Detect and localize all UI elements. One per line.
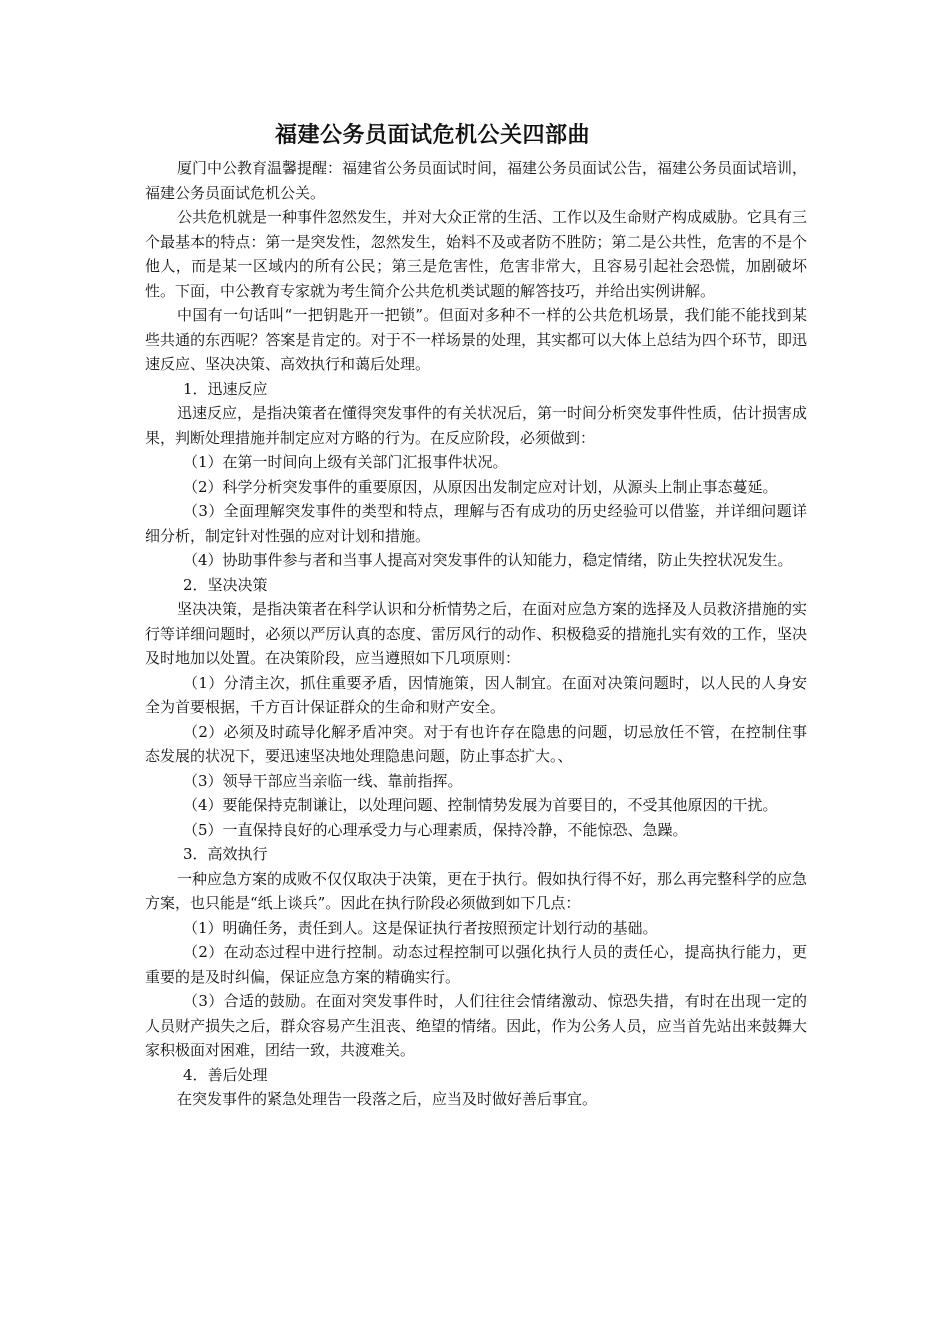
list-item: （3）全面理解突发事件的类型和特点，理解与否有成功的历史经验可以借鉴，并详细问题详细分析，制定针对性强的应对计划和措施。 — [145, 502, 807, 545]
paragraph: 公共危机就是一种事件忽然发生，并对大众正常的生活、工作以及生命财产构成威胁。它具有三个最基本的特点：第一是突发性，忽然发生，始料不及或者防不胜防；第二是公共性，危害的不是个他人，而是某一区域内的所有公民；第三是危害性，危害非常大，且容易引起社会恐慌，加剧破坏性。下面，中公教育专家就为考生简介公共危机类试题的解答技巧，并给出实例讲解。 — [145, 208, 808, 300]
list-item: （3）合适的鼓励。在面对突发事件时，人们往往会情绪激动、惊恐失措，有时在出现一定的人员财产损失之后，群众容易产生沮丧、绝望的情绪。因此，作为公务人员，应当首先站出来鼓舞大家积极面对困难，团结一致，共渡难关。 — [145, 992, 807, 1059]
list-item: （2）科学分析突发事件的重要原因，从原因出发制定应对计划，从源头上制止事态蔓延。 — [183, 477, 778, 496]
paragraph: 在突发事件的紧急处理告一段落之后，应当及时做好善后事宜。 — [177, 1090, 598, 1108]
section-heading: 2．坚决决策 — [183, 575, 268, 594]
list-item: （2）必须及时疏导化解矛盾冲突。对于有也许存在隐患的问题，切忌放任不管，在控制住事态发展的状况下，要迅速坚决地处理隐患问题，防止事态扩大。、 — [145, 722, 807, 765]
list-item: （5）一直保持良好的心理承受力与心理素质，保持冷静，不能惊恐、急躁。 — [183, 820, 688, 839]
list-item: （1）明确任务，责任到人。这是保证执行者按照预定计划行动的基础。 — [183, 918, 658, 937]
list-item: （1）在第一时间向上级有关部门汇报事件状况。 — [183, 453, 508, 471]
list-item: （4）要能保持克制谦让，以处理问题、控制情势发展为首要目的，不受其他原因的干扰。 — [183, 796, 778, 814]
list-item: （4）协助事件参与者和当事人提高对突发事件的认知能力，稳定情绪，防止失控状况发生。 — [183, 551, 793, 569]
section-heading: 3．高效执行 — [183, 845, 268, 863]
section-heading: 1．迅速反应 — [183, 379, 268, 398]
list-item: （1）分清主次，抓住重要矛盾，因情施策，因人制宜。在面对决策问题时，以人民的人身安全为首要根据，千方百计保证群众的生命和财产安全。 — [145, 673, 807, 716]
paragraph: 一种应急方案的成败不仅仅取决于决策，更在于执行。假如执行得不好，那么再完整科学的应急方案，也只能是“纸上谈兵”。因此在执行阶段必须做到如下几点： — [145, 869, 808, 912]
paragraph: 中国有一句话叫“一把钥匙开一把锁”。但面对多种不一样的公共危机场景，我们能不能找到某些共通的东西呢？答案是肯定的。对于不一样场景的处理，其实都可以大体上总结为四个环节，即迅速反应、坚决决策、高效执行和蔼后处理。 — [145, 306, 807, 373]
paragraph: 迅速反应，是指决策者在懂得突发事件的有关状况后，第一时间分析突发事件性质，估计损害成果，判断处理措施并制定应对方略的行为。在反应阶段，必须做到： — [145, 404, 808, 447]
list-item: （2）在动态过程中进行控制。动态过程控制可以强化执行人员的责任心，提高执行能力，更重要的是及时纠偏，保证应急方案的精确实行。 — [145, 943, 807, 986]
document-page — [145, 118, 807, 1112]
paragraph: 厦门中公教育温馨提醒：福建省公务员面试时间，福建公务员面试公告，福建公务员面试培训，福建公务员面试危机公关。 — [145, 159, 808, 202]
section-heading: 4．善后处理 — [183, 1065, 268, 1084]
paragraph: 坚决决策，是指决策者在科学认识和分析情势之后，在面对应急方案的选择及人员救济措施的实行等详细问题时，必须以严厉认真的态度、雷厉风行的动作、积极稳妥的措施扎实有效的工作，坚决及时地加以处置。在决策阶段，应当遵照如下几项原则： — [145, 600, 808, 667]
document-body — [145, 156, 807, 1112]
document-title: 福建公务员面试危机公关四部曲 — [275, 123, 591, 148]
list-item: （3）领导干部应当亲临一线、靠前指挥。 — [183, 771, 463, 790]
